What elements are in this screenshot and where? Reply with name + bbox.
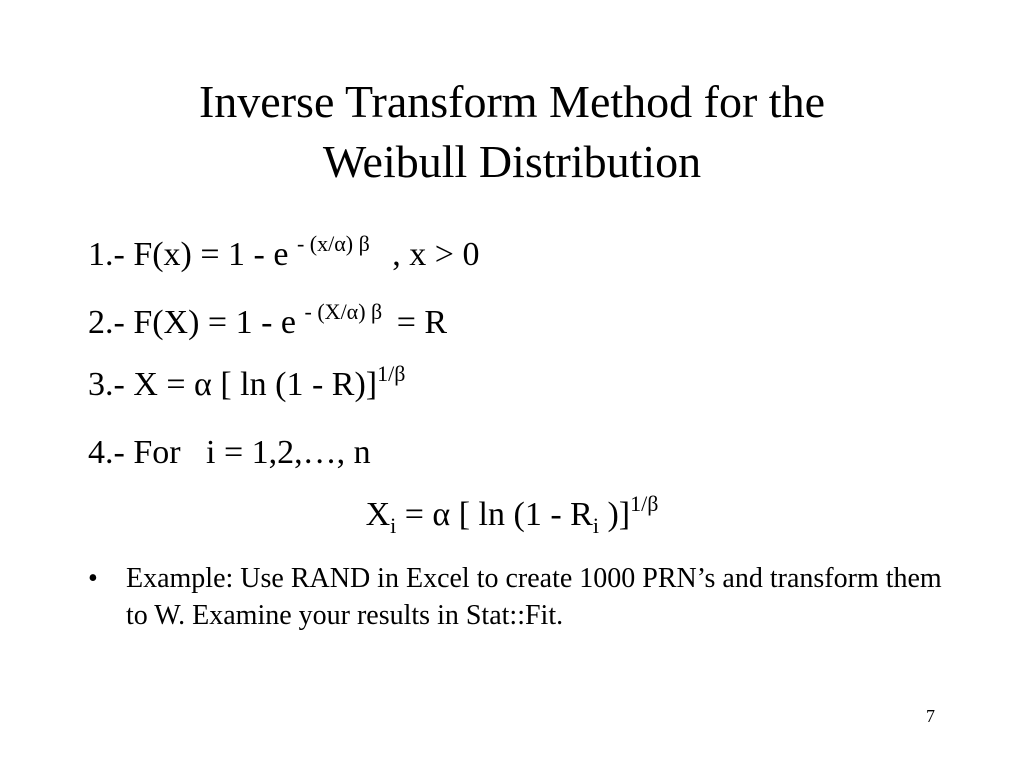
formula-r-sub: i [592,513,599,538]
step-2 [88,299,448,342]
formula-close: )] [607,496,631,533]
slide-title [0,72,1024,192]
formula-exponent: 1/β [630,491,659,516]
formula-mid: = α [ ln (1 - R [404,496,593,533]
step-1-text: 1.- F(x) = 1 - e [88,236,289,273]
step-1-exponent: - (x/α) β [296,231,370,256]
title-line-1: Inverse Transform Method for the [198,76,825,127]
title-line-2: Weibull Distribution [322,136,702,187]
step-3-exponent: 1/β [377,361,406,386]
step-2-exponent: - (X/α) β [304,299,383,324]
step-2-suffix: = R [396,304,448,341]
example-text: Example: Use RAND in Excel to create 1000 PRN’s and transform them to W. Examine your results in Stat::Fit. [126,563,942,631]
step-3 [88,361,406,404]
step-4 [88,434,371,472]
step-2-text: 2.- F(X) = 1 - e [88,304,297,341]
step-1-suffix: , x > 0 [392,236,480,273]
example-bullet [88,560,948,634]
page-number: 7 [926,706,935,726]
step-4-formula [0,491,1024,538]
step-1 [88,231,480,274]
formula-x: X [365,496,391,533]
step-4-text: 4.- For i = 1,2,…, n [88,434,371,471]
step-3-text: 3.- X = α [ ln (1 - R)] [88,366,378,403]
bullet-dot: • [88,563,98,594]
formula-x-sub: i [390,513,397,538]
